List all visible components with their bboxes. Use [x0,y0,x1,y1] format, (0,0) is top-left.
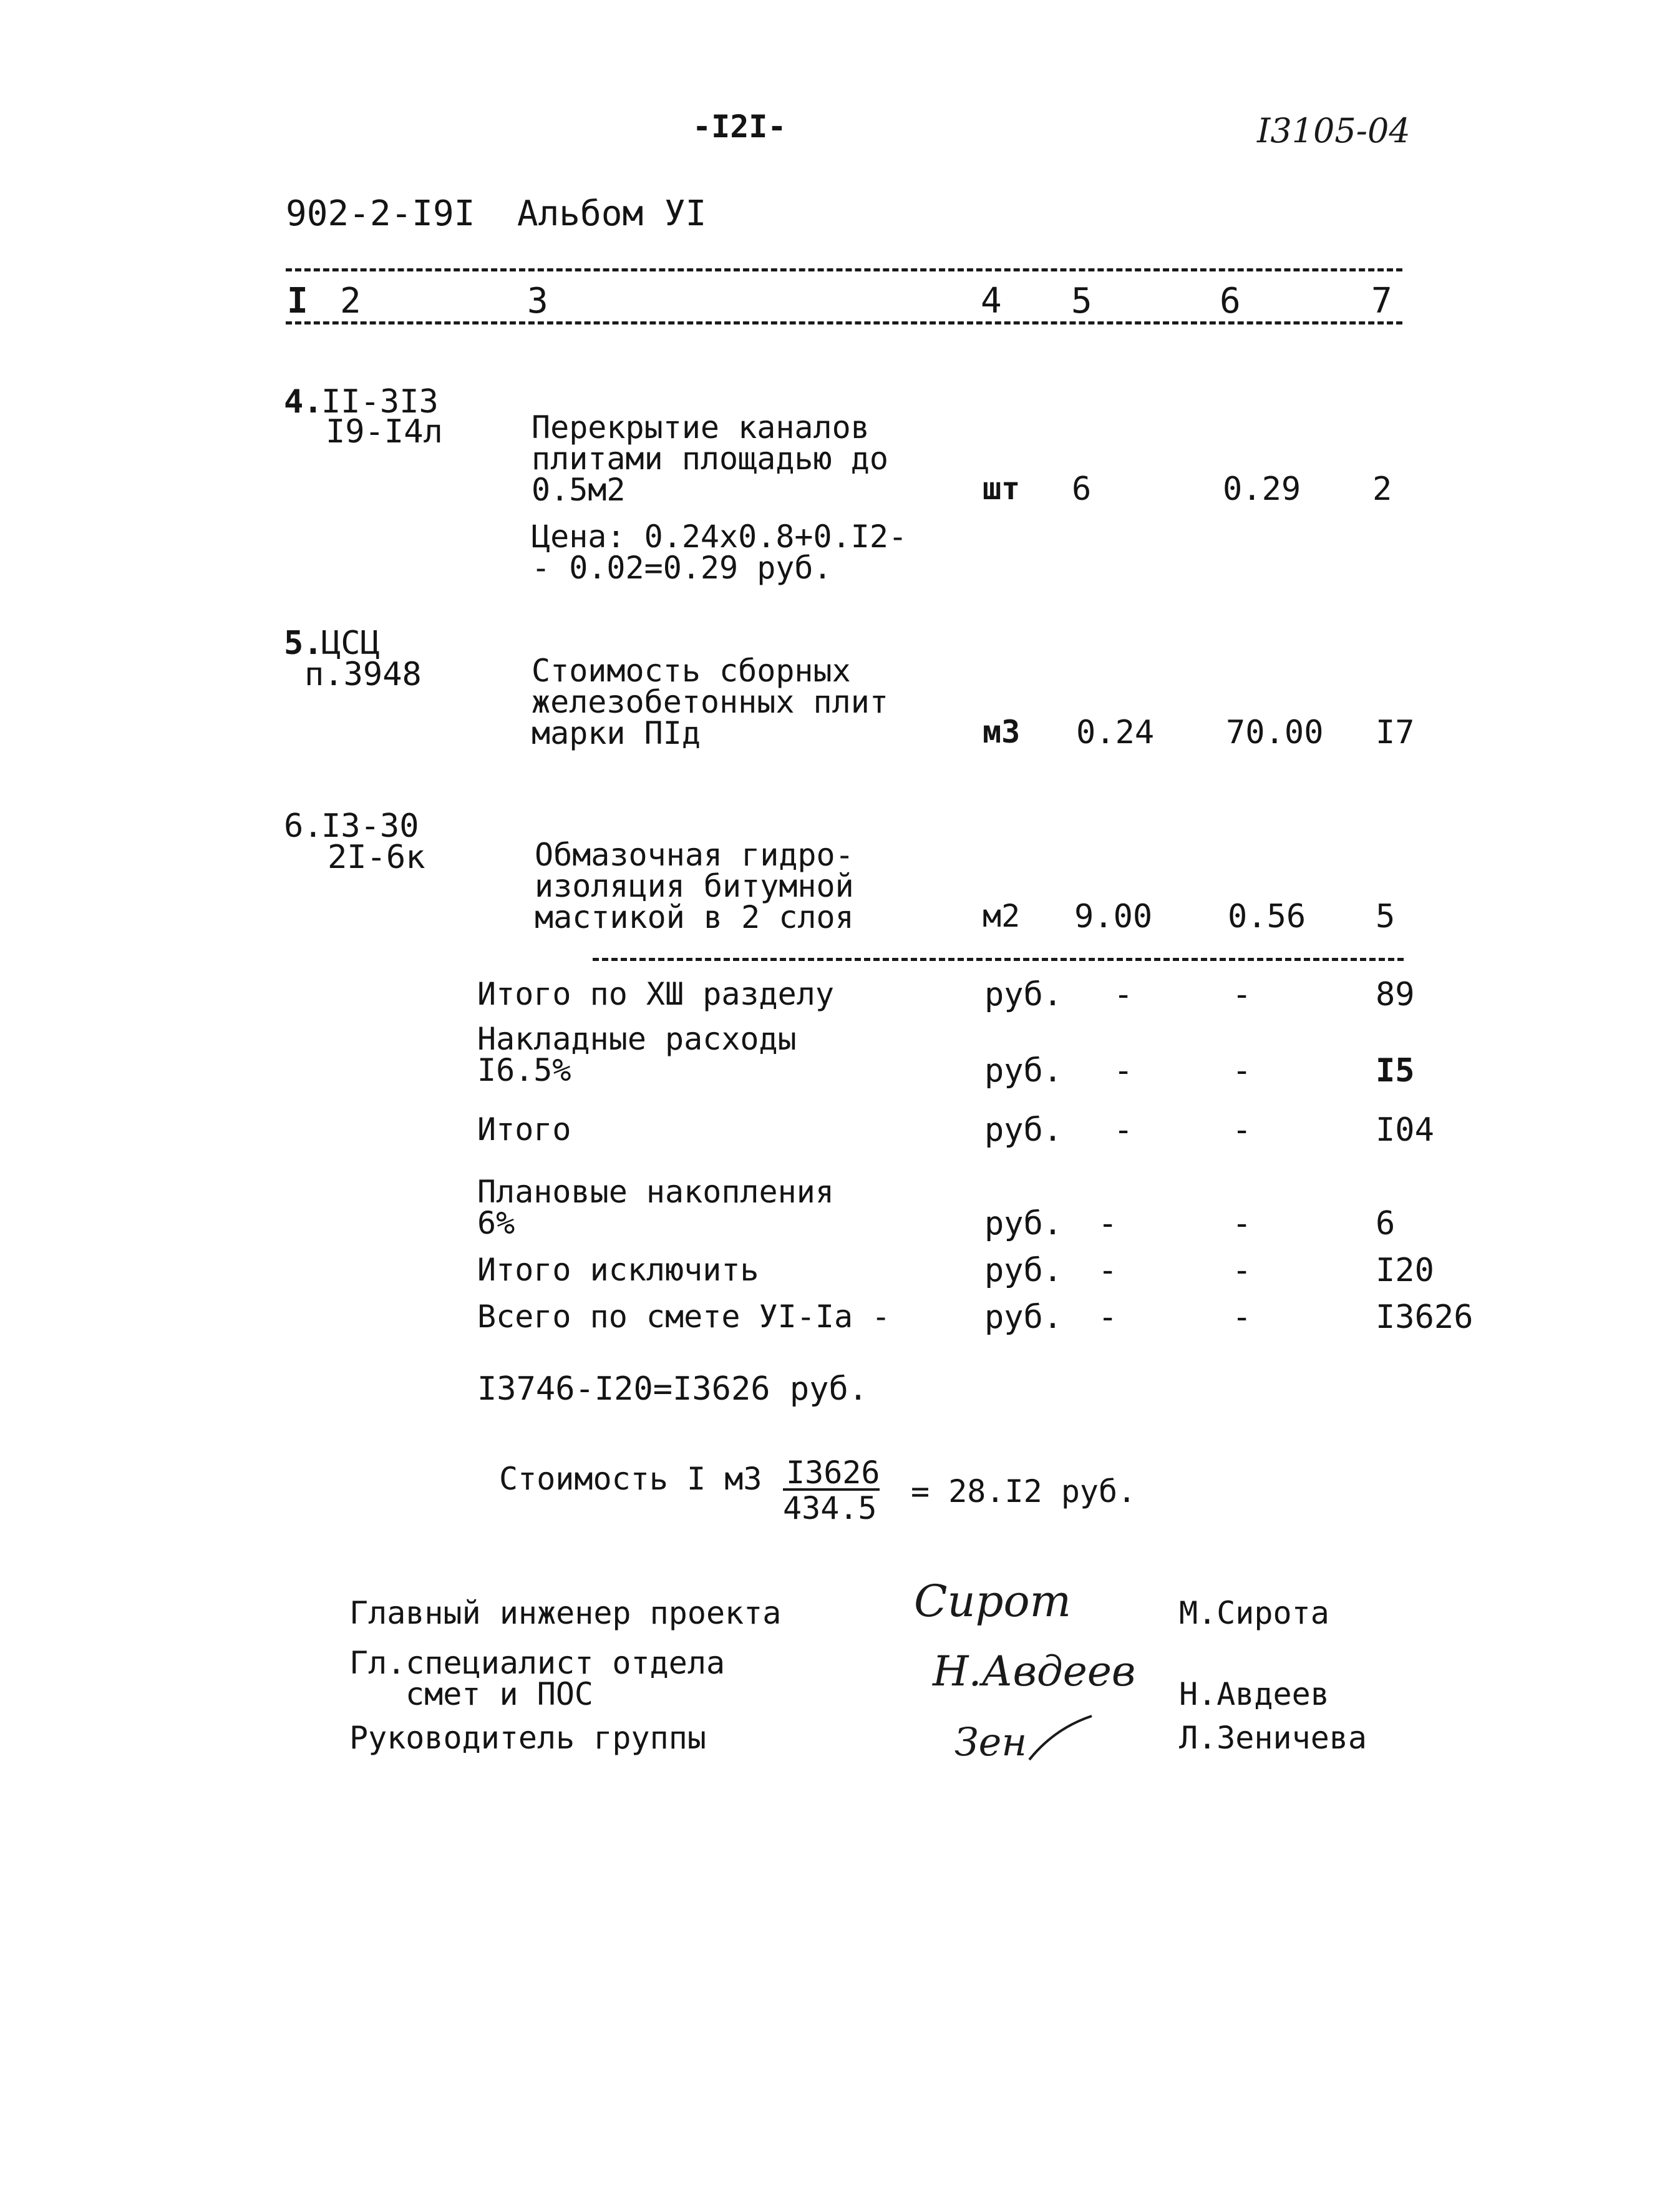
summary-label: I6.5% [477,1052,571,1088]
row-quantity: 6 [1072,471,1092,508]
summary-total: I3626 [1376,1299,1474,1336]
signature-role: смет и ПОС [405,1676,594,1712]
row-code-line1: I3-30 [321,807,419,845]
column-header-1: I [287,281,308,321]
row-total: 2 [1372,471,1392,508]
summary-total: 6 [1376,1205,1396,1242]
summary-label: Плановые накопления [477,1174,834,1210]
column-header-5: 5 [1071,281,1092,321]
summary-unit: руб. [984,1052,1063,1090]
row-price: 0.29 [1223,471,1301,508]
signature-name: Н.Авдеев [1179,1676,1329,1712]
album-title: 902-2-I9I Альбом УI [286,193,707,234]
summary-label: Итого по XШ разделу [477,976,834,1012]
row-description-line: Перекрытие каналов [532,409,870,446]
row-code-line1: ЦСЦ [321,625,380,662]
signature-role: Руководитель группы [349,1720,706,1756]
row-note-line: - 0.02=0.29 руб. [532,550,832,586]
summary-col6: - [1232,976,1252,1013]
summary-rule [593,958,1404,961]
row-number: 6. [284,807,323,845]
summary-unit: руб. [984,1205,1063,1242]
row-code-line1: II-3I3 [321,383,439,421]
row-quantity: 0.24 [1076,714,1155,751]
row-price: 70.00 [1226,714,1324,751]
row-unit: м3 [983,714,1021,750]
handwritten-signature: Зен [954,1719,1027,1765]
row-description-line: железобетонных плит [532,684,888,720]
row-total: I7 [1376,714,1415,751]
cost-denominator: 434.5 [783,1490,877,1526]
summary-unit: руб. [984,976,1063,1013]
summary-total: I5 [1376,1052,1415,1090]
handwritten-signature: Сирот [914,1576,1071,1627]
column-header-3: 3 [527,281,548,321]
row-number: 4. [284,383,323,421]
cost-numerator: I3626 [786,1455,880,1491]
summary-col5: - [1098,1205,1118,1242]
row-description-line: мастикой в 2 слоя [535,899,854,935]
row-price: 0.56 [1228,898,1306,935]
summary-label: 6% [477,1205,515,1241]
calculation-line: I3746-I20=I3626 руб. [477,1370,868,1408]
row-unit: шт [983,471,1021,507]
row-description-line: изоляция битумной [535,868,854,904]
summary-unit: руб. [984,1111,1063,1149]
summary-label: Всего по смете УI-Iа - [477,1299,891,1335]
row-code-line2: 2I-6к [328,839,425,876]
handwritten-signature: Н.Авдеев [933,1647,1136,1695]
summary-col6: - [1232,1252,1252,1289]
row-note-line: Цена: 0.24х0.8+0.I2- [532,519,908,555]
summary-col6: - [1232,1299,1252,1336]
summary-label: Итого [477,1111,571,1148]
signature-name: М.Сирота [1179,1595,1329,1631]
header-top-rule [286,268,1402,271]
summary-col5: - [1114,1111,1134,1149]
signature-flourish [1023,1710,1098,1766]
row-code-line2: п.3948 [304,656,422,693]
row-total: 5 [1376,898,1396,935]
row-unit: м2 [983,898,1021,934]
signature-role: Гл.специалист отдела [349,1645,726,1681]
summary-col5: - [1098,1299,1118,1336]
summary-unit: руб. [984,1299,1063,1336]
summary-col5: - [1098,1252,1118,1289]
summary-unit: руб. [984,1252,1063,1289]
summary-label: Итого исключить [477,1252,759,1288]
cost-result: = 28.I2 руб. [911,1473,1137,1509]
row-description-line: Стоимость сборных [532,653,851,689]
row-code-line2: I9-I4л [326,413,443,451]
page-number: -I2I- [692,109,787,145]
row-quantity: 9.00 [1074,898,1153,935]
summary-col5: - [1114,1052,1134,1090]
header-bottom-rule [286,321,1402,324]
summary-col6: - [1232,1111,1252,1149]
row-number: 5. [284,625,323,662]
summary-col5: - [1114,976,1134,1013]
summary-total: I20 [1376,1252,1434,1289]
document-code: I3105-04 [1257,111,1411,150]
row-description-line: Обмазочная гидро- [535,837,854,873]
summary-col6: - [1232,1052,1252,1090]
row-description-line: марки ПIд [532,715,701,751]
column-header-2: 2 [340,281,361,321]
summary-label: Накладные расходы [477,1021,797,1057]
row-description-line: плитами площадью до [532,441,888,477]
column-header-4: 4 [981,281,1002,321]
signature-role: Главный инженер проекта [349,1595,782,1631]
summary-total: I04 [1376,1111,1434,1149]
signature-name: Л.Зеничева [1179,1720,1367,1756]
row-description-line: 0.5м2 [532,472,626,508]
summary-col6: - [1232,1205,1252,1242]
column-header-6: 6 [1220,281,1241,321]
summary-total: 89 [1376,976,1415,1013]
column-header-7: 7 [1371,281,1392,321]
cost-label: Стоимость I м3 [499,1461,762,1497]
